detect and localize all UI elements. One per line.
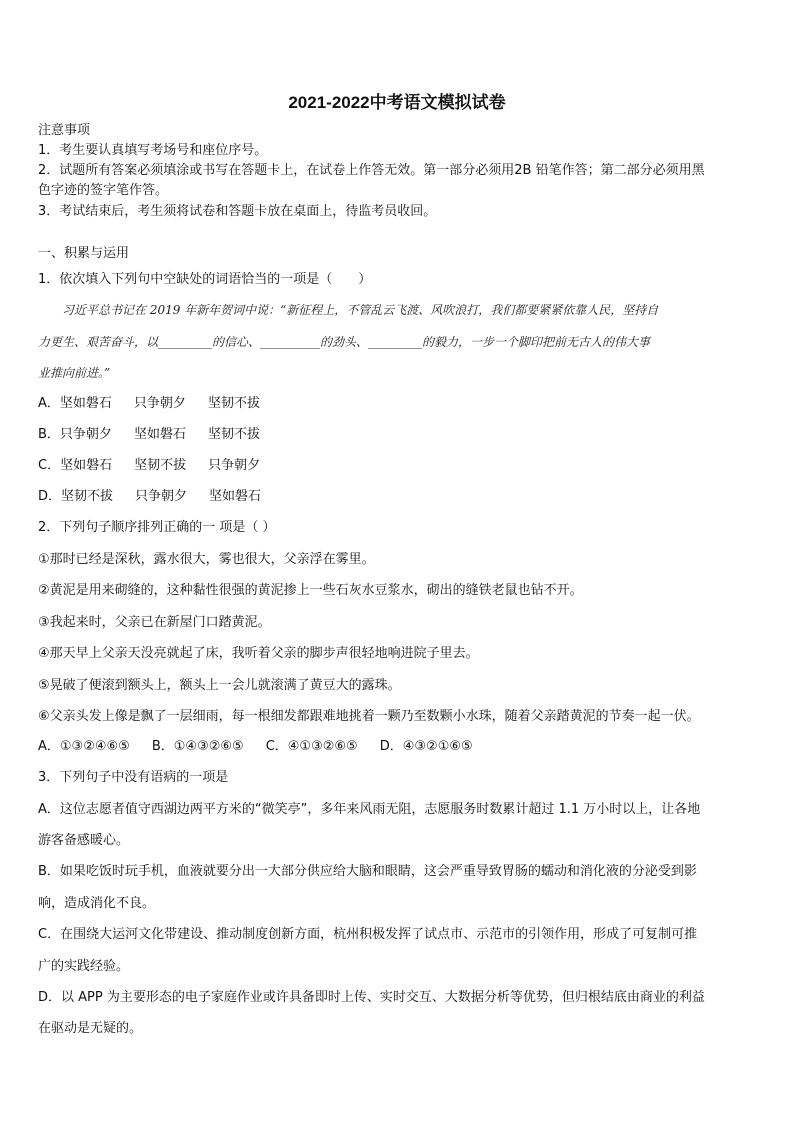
notice-item: 1．考生要认真填写考场号和座位序号。 (38, 143, 268, 158)
question-1-quote: 业推向前进。” (38, 366, 111, 380)
question-2-sentence: ③我起来时，父亲已在新屋门口踏黄泥。 (38, 615, 271, 630)
question-3-line: 在驱动是无疑的。 (38, 1021, 143, 1036)
option-letter: D． (38, 489, 62, 504)
question-3-line: 响，造成消化不良。 (38, 896, 156, 911)
section-heading: 一、积累与运用 (38, 246, 130, 261)
question-1-option-c[interactable] (38, 456, 758, 476)
option-letter: A． (38, 396, 60, 411)
notice-heading: 注意事项 (38, 123, 91, 138)
notice-item: 2．试题所有答案必须填涂或书写在答题卡上，在试卷上作答无效。第一部分必须用2B 铅笔作答；第二部分必须用黑 (38, 163, 705, 178)
option-text: ④③②①⑥⑤ (402, 739, 473, 754)
option-text: ④①③②⑥⑤ (287, 739, 358, 754)
question-2-options (38, 737, 758, 757)
question-1-option-d[interactable] (38, 487, 758, 507)
option-letter: A． (38, 739, 60, 754)
question-1-stem: 1．依次填入下列句中空缺处的词语恰当的一项是（ ） (38, 272, 372, 287)
option-word: 坚如磐石 (133, 427, 186, 442)
question-3-line: 游客备感暖心。 (38, 833, 130, 848)
notice-item: 3．考试结束后，考生须将试卷和答题卡放在桌面上，待监考员收回。 (38, 204, 437, 219)
option-word: 只争朝夕 (208, 458, 261, 473)
option-text: ①③②④⑥⑤ (59, 739, 130, 754)
option-word: 坚如磐石 (59, 396, 112, 411)
question-2-sentence: ①那时已经是深秋，露水很大，雾也很大，父亲浮在雾里。 (38, 552, 375, 567)
question-2-sentence: ⑤晃破了便滚到额头上，额头上一会儿就滚满了黄豆大的露珠。 (38, 678, 401, 693)
question-3-line: A．这位志愿者值守西湖边两平方米的“微笑亭”，多年来风雨无阻，志愿服务时数累计超过 1.1 万小时以上，让各地 (38, 802, 701, 817)
page-title: 2021-2022中考语文模拟试卷 (288, 93, 506, 112)
question-2-option-a[interactable] (38, 737, 130, 757)
option-word: 坚如磐石 (209, 489, 262, 504)
question-2-sentence: ②黄泥是用来砌缝的，这种黏性很强的黄泥掺上一些石灰水豆浆水，砌出的缝铁老鼠也钻不开。 (38, 583, 583, 598)
question-2-stem: 2．下列句子顺序排列正确的一 项是（ ） (38, 520, 276, 535)
option-letter: C． (265, 739, 288, 754)
option-letter: D． (379, 739, 403, 754)
question-3-line: B．如果吃饭时玩手机，血液就要分出一大部分供应给大脑和眼睛，这会严重导致胃肠的蠕动和消化液的分泌受到影 (38, 864, 697, 879)
question-3-line: C．在围绕大运河文化带建设、推动制度创新方面，杭州积极发挥了试点市、示范市的引领作用，形成了可复制可推 (38, 927, 698, 942)
option-letter: B． (151, 739, 174, 754)
option-word: 只争朝夕 (135, 489, 188, 504)
option-letter: B． (38, 427, 60, 442)
question-1-quote: 习近平总书记在 2019 年新年贺词中说：“新征程上，不管乱云飞渡、风吹浪打，我们都要紧紧依靠人民，坚持自 (62, 303, 659, 317)
option-word: 坚韧不拔 (134, 458, 187, 473)
question-3-line: 广的实践经验。 (38, 959, 130, 974)
question-3-line: D．以 APP 为主要形态的电子家庭作业或许具备即时上传、实时交互、大数据分析等优势，但归根结底由商业的利益 (38, 990, 705, 1005)
question-1-option-a[interactable] (38, 394, 758, 414)
option-word: 坚韧不拔 (207, 427, 260, 442)
question-1-option-b[interactable] (38, 425, 758, 445)
notice-item: 色字迹的签字笔作答。 (38, 183, 169, 198)
option-word: 只争朝夕 (133, 396, 186, 411)
option-word: 只争朝夕 (59, 427, 112, 442)
option-word: 坚如磐石 (60, 458, 113, 473)
question-3-stem: 3．下列句子中没有语病的一项是 (38, 770, 229, 785)
option-text: ①④③②⑥⑤ (173, 739, 244, 754)
option-word: 坚韧不拔 (207, 396, 260, 411)
question-2-sentence: ⑥父亲头发上像是飘了一层细雨，每一根细发都跟难地挑着一颗乃至数颗小水珠，随着父亲踏黄泥的节奏一起一伏。 (38, 709, 700, 724)
option-letter: C． (38, 458, 61, 473)
question-2-sentence: ④那天早上父亲天没亮就起了床，我听着父亲的脚步声很轻地响进院子里去。 (38, 646, 479, 661)
question-2-option-d[interactable] (380, 737, 473, 757)
option-word: 坚韧不拔 (61, 489, 114, 504)
question-1-quote: 力更生、艰苦奋斗，以_________的信心、__________的劲头、_________的毅力，一步一个脚印把前无古人的伟大事 (38, 335, 651, 349)
question-2-option-b[interactable] (152, 737, 244, 757)
question-2-option-c[interactable] (266, 737, 358, 757)
